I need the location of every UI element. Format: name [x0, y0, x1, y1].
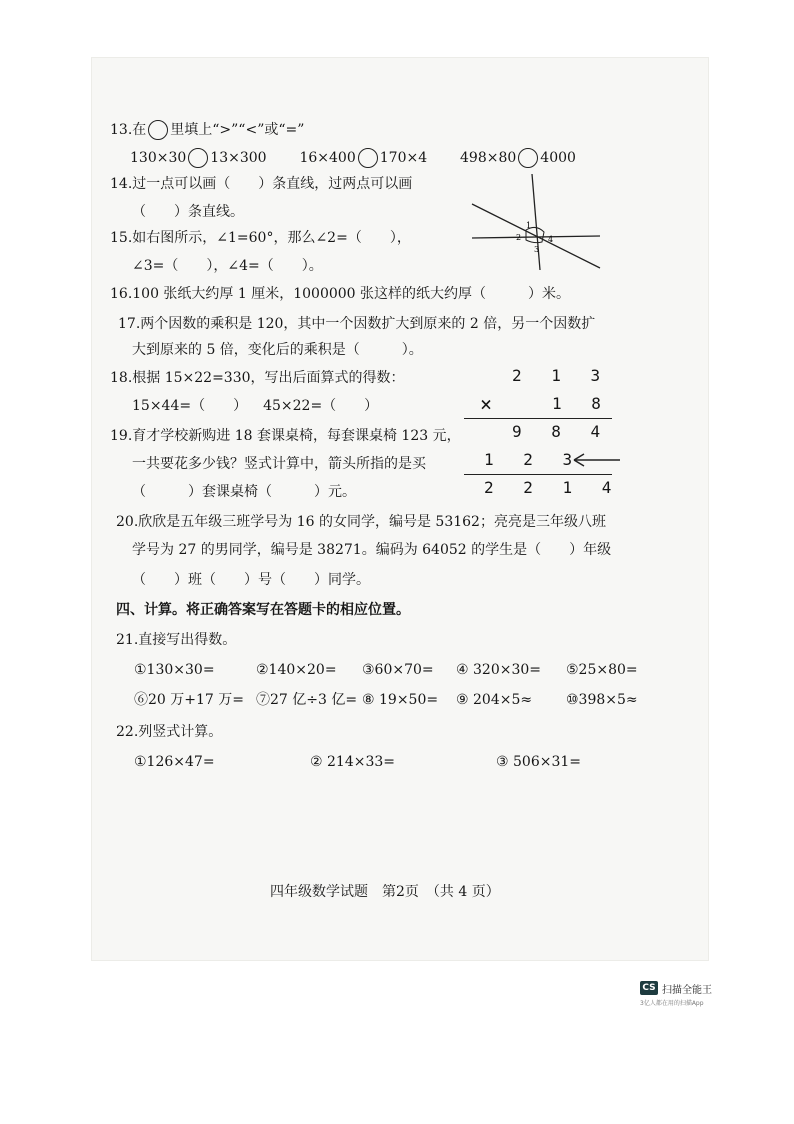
- question-18-line2: [132, 396, 378, 416]
- question-17-line1: 17.两个因数的乘积是 120，其中一个因数扩大到原来的 2 倍，另一个因数扩: [118, 316, 596, 332]
- q21-item: ④ 320×30=: [456, 662, 541, 678]
- arrow-icon: [570, 452, 622, 468]
- angle-label-1: 1: [526, 221, 532, 230]
- vm-rule-2: [464, 474, 612, 475]
- q13-item3-circle: [518, 148, 538, 168]
- question-19-line2: 一共要花多少钱？竖式计算中，箭头所指的是买: [132, 456, 426, 472]
- vm-row3: 9 8 4: [512, 422, 611, 441]
- question-14-line2: （ ）条直线。: [132, 204, 244, 220]
- angle-label-2: 2: [516, 233, 522, 242]
- q13-item3-right: 4000: [540, 150, 576, 166]
- question-17-line2: 大到原来的 5 倍，变化后的乘积是（ ）。: [132, 342, 423, 358]
- q13-instruction: 里填上“>”“<”或“=”: [170, 122, 305, 138]
- section-4-title: 四、计算。将正确答案写在答题卡的相应位置。: [116, 602, 410, 618]
- q21-item: ①130×30=: [134, 662, 215, 678]
- question-15-line2: ∠3=（ ），∠4=（ ）。: [132, 258, 323, 274]
- q13-item1-circle: [188, 148, 208, 168]
- intersecting-lines-diagram: [466, 172, 606, 272]
- q21-item: ⑨ 204×5≈: [456, 692, 533, 708]
- q21-item: ⑥20 万+17 万=: [134, 692, 244, 708]
- q22-item: ② 214×33=: [310, 754, 395, 770]
- question-22-title: 22.列竖式计算。: [116, 724, 223, 740]
- question-16: 16.100 张纸大约厚 1 厘米，1000000 张这样的纸大约厚（ ）米。: [110, 286, 571, 302]
- question-13-items: [130, 148, 576, 168]
- q22-item: ③ 506×31=: [496, 754, 581, 770]
- q13-prefix: 13.在: [110, 122, 147, 138]
- question-19-line1: 19.育才学校新购进 18 套课桌椅，每套课桌椅 123 元，: [110, 428, 461, 444]
- vertical-line: [532, 174, 540, 270]
- question-20-line3: （ ）班（ ）号（ ）同学。: [132, 572, 370, 588]
- scanner-app-name: 扫描全能王: [662, 985, 712, 996]
- vm-times-sign: ×: [480, 392, 493, 416]
- vm-row4: 1 2 3: [484, 450, 583, 469]
- q21-item: ⑩398×5≈: [566, 692, 638, 708]
- vm-row5: 2 2 1 4: [484, 478, 622, 497]
- q13-item3-left: 498×80: [460, 150, 517, 166]
- scanner-tagline: 3亿人都在用的扫描App: [640, 1000, 704, 1007]
- q21-item: ③60×70=: [362, 662, 434, 678]
- vm-rule-1: [464, 418, 612, 419]
- question-13-title: [110, 120, 304, 140]
- question-21-title: 21.直接写出得数。: [116, 632, 237, 648]
- q21-item: ⑤25×80=: [566, 662, 638, 678]
- page-footer: 四年级数学试题 第2页 （共 4 页）: [270, 884, 500, 900]
- q22-item: ①126×47=: [134, 754, 215, 770]
- scanner-logo: CS: [640, 981, 658, 995]
- angle-label-4: 4: [548, 235, 554, 244]
- q13-item2-left: 16×400: [299, 150, 356, 166]
- q13-item1-right: 13×300: [210, 150, 267, 166]
- question-18-line1: 18.根据 15×22=330，写出后面算式的得数：: [110, 370, 405, 386]
- q21-item: ⑦27 亿÷3 亿=: [256, 692, 358, 708]
- question-14-line1: 14.过一点可以画（ ）条直线，过两点可以画: [110, 176, 413, 192]
- question-15-line1: 15.如右图所示，∠1=60°，那么∠2=（ ），: [110, 230, 411, 246]
- q21-item: ⑧ 19×50=: [362, 692, 439, 708]
- angle-label-3: 3: [534, 245, 540, 254]
- answer-circle: [148, 120, 168, 140]
- vm-row2: 1 8: [552, 394, 611, 413]
- q13-item1-left: 130×30: [130, 150, 187, 166]
- q21-item: ②140×20=: [256, 662, 337, 678]
- question-20-line1: 20.欣欣是五年级三班学号为 16 的女同学，编号是 53162；亮亮是三年级八班: [116, 514, 606, 530]
- question-20-line2: 学号为 27 的男同学，编号是 38271。编码为 64052 的学生是（ ）年级: [132, 542, 612, 558]
- q18-part-a: 15×44=（ ）: [132, 398, 248, 414]
- vm-row1: 2 1 3: [512, 366, 611, 385]
- question-19-line3: （ ）套课桌椅（ ）元。: [132, 484, 356, 500]
- q13-item2-right: 170×4: [379, 150, 428, 166]
- q13-item2-circle: [358, 148, 378, 168]
- q18-part-b: 45×22=（ ）: [263, 398, 379, 414]
